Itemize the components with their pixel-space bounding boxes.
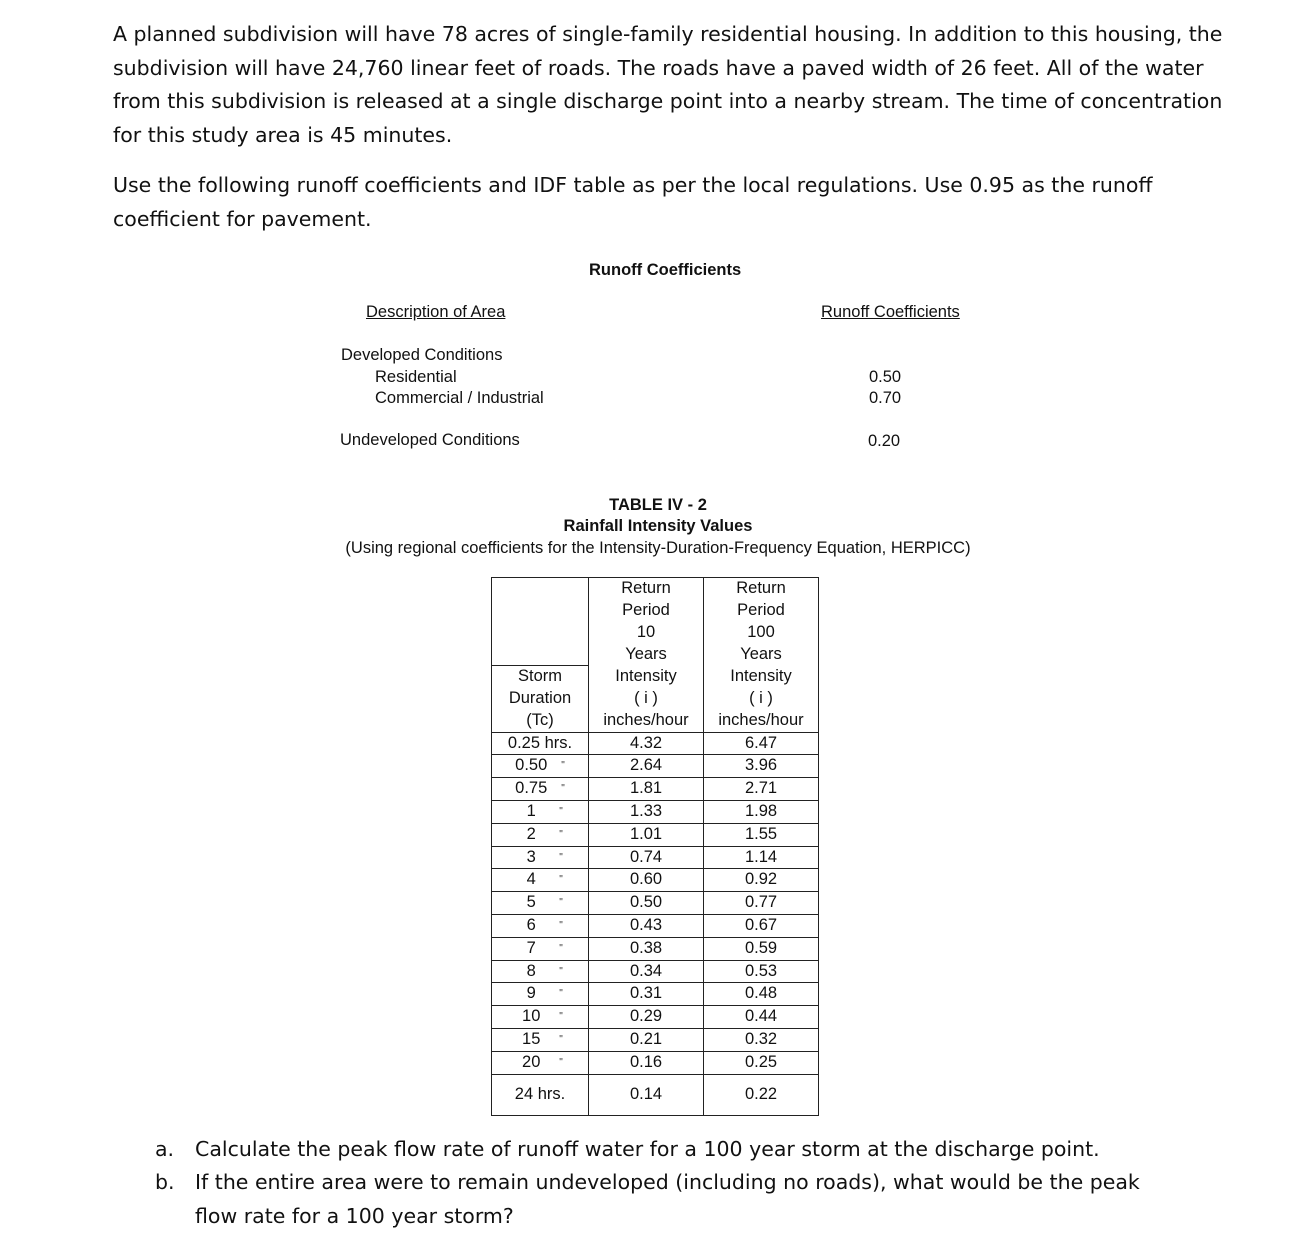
ditto-mark: " [559,965,563,977]
intensity-100yr-cell: 0.22 [704,1074,819,1115]
duration-value: 3 [526,847,536,866]
intensity-100yr-cell: 0.59 [704,937,819,960]
idf-header-row [492,600,819,622]
duration-cell [492,732,589,755]
question-a-text: Calculate the peak flow rate of runoff water for a 100 year storm at the discharge point. [195,1137,1100,1161]
ditto-mark: " [559,1011,563,1023]
duration-cell [492,892,589,915]
duration-cell [492,914,589,937]
intensity-10yr-cell: 0.14 [589,1074,704,1115]
idf-header-row [492,643,819,665]
table-row [492,1006,819,1029]
intensity-100yr-cell: 3.96 [704,755,819,778]
ditto-mark: " [559,988,563,1000]
idf-header-10yr-cell: Return [589,578,704,600]
intensity-10yr-cell: 2.64 [589,755,704,778]
table-row [492,755,819,778]
table-row [492,983,819,1006]
idf-header-row [492,710,819,732]
residential-value: 0.50 [869,368,902,386]
idf-header-100yr-cell: Return [704,578,819,600]
intensity-10yr-cell: 0.38 [589,937,704,960]
idf-header-100yr-cell: ( i ) [704,688,819,710]
idf-header-100yr-cell: Years [704,643,819,665]
intro-paragraph-1: A planned subdivision will have 78 acres of single-family residential housing. In addition to this housing, the subdivision will have 24,760 linear feet of roads. The roads have a paved width of 26 feet. All of the water from this subdivision is released at a single discharge point into a nearby stream. The time of concentration for this study area is 45 minutes. [113,22,1223,147]
duration-value: 2 [526,824,536,843]
intensity-10yr-cell: 0.74 [589,846,704,869]
duration-cell [492,1028,589,1051]
idf-title-line1: TABLE IV - 2 [609,496,707,514]
intensity-100yr-cell: 0.77 [704,892,819,915]
duration-value: 0.75 [515,779,548,798]
runoff-table-title: Runoff Coefficients [589,261,742,279]
commercial-label: Commercial / Industrial [375,389,544,407]
runoff-col-coefficients: Runoff Coefficients [821,303,960,321]
intensity-10yr-cell: 1.01 [589,823,704,846]
idf-header-10yr-cell: 10 [589,622,704,644]
intensity-10yr-cell: 1.81 [589,778,704,801]
table-row [492,732,819,755]
idf-header-100yr-cell: Period [704,600,819,622]
intensity-10yr-cell: 0.34 [589,960,704,983]
ditto-mark: " [559,805,563,817]
idf-title-line3: (Using regional coefficients for the Intensity-Duration-Frequency Equation, HERPICC) [345,539,971,557]
intensity-100yr-cell: 1.55 [704,823,819,846]
table-row [492,960,819,983]
ditto-mark: " [559,874,563,886]
question-b-text: If the entire area were to remain undeveloped (including no roads), what would be the peak flow rate for a 100 year storm? [195,1170,1140,1228]
idf-header-duration-cell: (Tc) [492,710,589,732]
idf-header-10yr-cell: Intensity [589,666,704,688]
undeveloped-label: Undeveloped Conditions [340,431,520,449]
duration-value: 24 hrs. [514,1084,566,1103]
intro-paragraph-2: Use the following runoff coefficients and IDF table as per the local regulations. Use 0.95 as the runoff coefficient for pavement. [113,173,1153,231]
ditto-mark: " [561,783,565,795]
idf-header-10yr-cell: Period [589,600,704,622]
idf-header-duration-cell [492,578,589,600]
idf-header-row [492,666,819,688]
idf-header-100yr-cell: 100 [704,622,819,644]
runoff-col-description: Description of Area [366,303,506,321]
intensity-10yr-cell: 0.43 [589,914,704,937]
duration-cell [492,1074,589,1115]
developed-conditions-label: Developed Conditions [341,346,503,364]
idf-title-line2: Rainfall Intensity Values [563,517,753,535]
intensity-10yr-cell: 0.29 [589,1006,704,1029]
duration-value: 4 [526,870,536,889]
intensity-10yr-cell: 0.16 [589,1051,704,1074]
duration-cell [492,1006,589,1029]
intensity-100yr-cell: 2.71 [704,778,819,801]
question-b-label: b. [155,1170,175,1194]
table-row [492,937,819,960]
ditto-mark: " [559,942,563,954]
idf-header-duration-cell: Storm [492,666,589,688]
idf-header-100yr-cell: Intensity [704,666,819,688]
commercial-value: 0.70 [869,389,902,407]
duration-cell [492,800,589,823]
intensity-10yr-cell: 1.33 [589,800,704,823]
idf-table [491,577,819,1116]
residential-label: Residential [375,368,457,386]
intensity-10yr-cell: 0.60 [589,869,704,892]
intensity-100yr-cell: 6.47 [704,732,819,755]
duration-value: 20 [522,1052,541,1071]
ditto-mark: " [559,919,563,931]
intensity-100yr-cell: 0.53 [704,960,819,983]
ditto-mark: " [559,1056,563,1068]
ditto-mark: " [559,1033,563,1045]
table-row [492,1051,819,1074]
idf-header-100yr-cell: inches/hour [704,710,819,732]
idf-header-10yr-cell: ( i ) [589,688,704,710]
idf-header-row [492,622,819,644]
duration-value: 8 [526,961,536,980]
duration-value: 10 [522,1007,541,1026]
table-row [492,892,819,915]
intensity-10yr-cell: 0.21 [589,1028,704,1051]
intensity-10yr-cell: 0.31 [589,983,704,1006]
duration-value: 1 [526,801,536,820]
intensity-100yr-cell: 0.48 [704,983,819,1006]
intensity-100yr-cell: 0.32 [704,1028,819,1051]
duration-value: 5 [526,893,536,912]
intensity-100yr-cell: 1.14 [704,846,819,869]
ditto-mark: " [559,851,563,863]
intensity-100yr-cell: 1.98 [704,800,819,823]
table-row [492,846,819,869]
idf-header-row [492,578,819,600]
duration-cell [492,823,589,846]
duration-cell [492,937,589,960]
intensity-10yr-cell: 4.32 [589,732,704,755]
table-row [492,800,819,823]
duration-cell [492,778,589,801]
idf-header-10yr-cell: Years [589,643,704,665]
duration-value: 15 [522,1029,541,1048]
table-row [492,823,819,846]
table-row [492,1028,819,1051]
idf-header-row [492,688,819,710]
ditto-mark: " [559,897,563,909]
intensity-100yr-cell: 0.92 [704,869,819,892]
intensity-100yr-cell: 0.67 [704,914,819,937]
duration-cell [492,846,589,869]
duration-value: 0.25 hrs. [507,733,573,752]
intensity-100yr-cell: 0.44 [704,1006,819,1029]
duration-value: 7 [526,938,536,957]
idf-header-duration-cell [492,600,589,622]
ditto-mark: " [561,760,565,772]
table-row [492,778,819,801]
question-a-label: a. [155,1137,175,1161]
intensity-100yr-cell: 0.25 [704,1051,819,1074]
duration-cell [492,869,589,892]
duration-value: 6 [526,915,536,934]
duration-cell [492,755,589,778]
duration-value: 0.50 [515,756,548,775]
idf-header-duration-cell [492,622,589,644]
duration-value: 9 [526,984,536,1003]
undeveloped-value: 0.20 [868,432,901,450]
ditto-mark: " [559,828,563,840]
duration-cell [492,983,589,1006]
intensity-10yr-cell: 0.50 [589,892,704,915]
table-row [492,1074,819,1115]
idf-header-duration-cell: Duration [492,688,589,710]
duration-cell [492,960,589,983]
table-row [492,914,819,937]
idf-header-duration-cell [492,643,589,665]
table-row [492,869,819,892]
duration-cell [492,1051,589,1074]
idf-header-10yr-cell: inches/hour [589,710,704,732]
